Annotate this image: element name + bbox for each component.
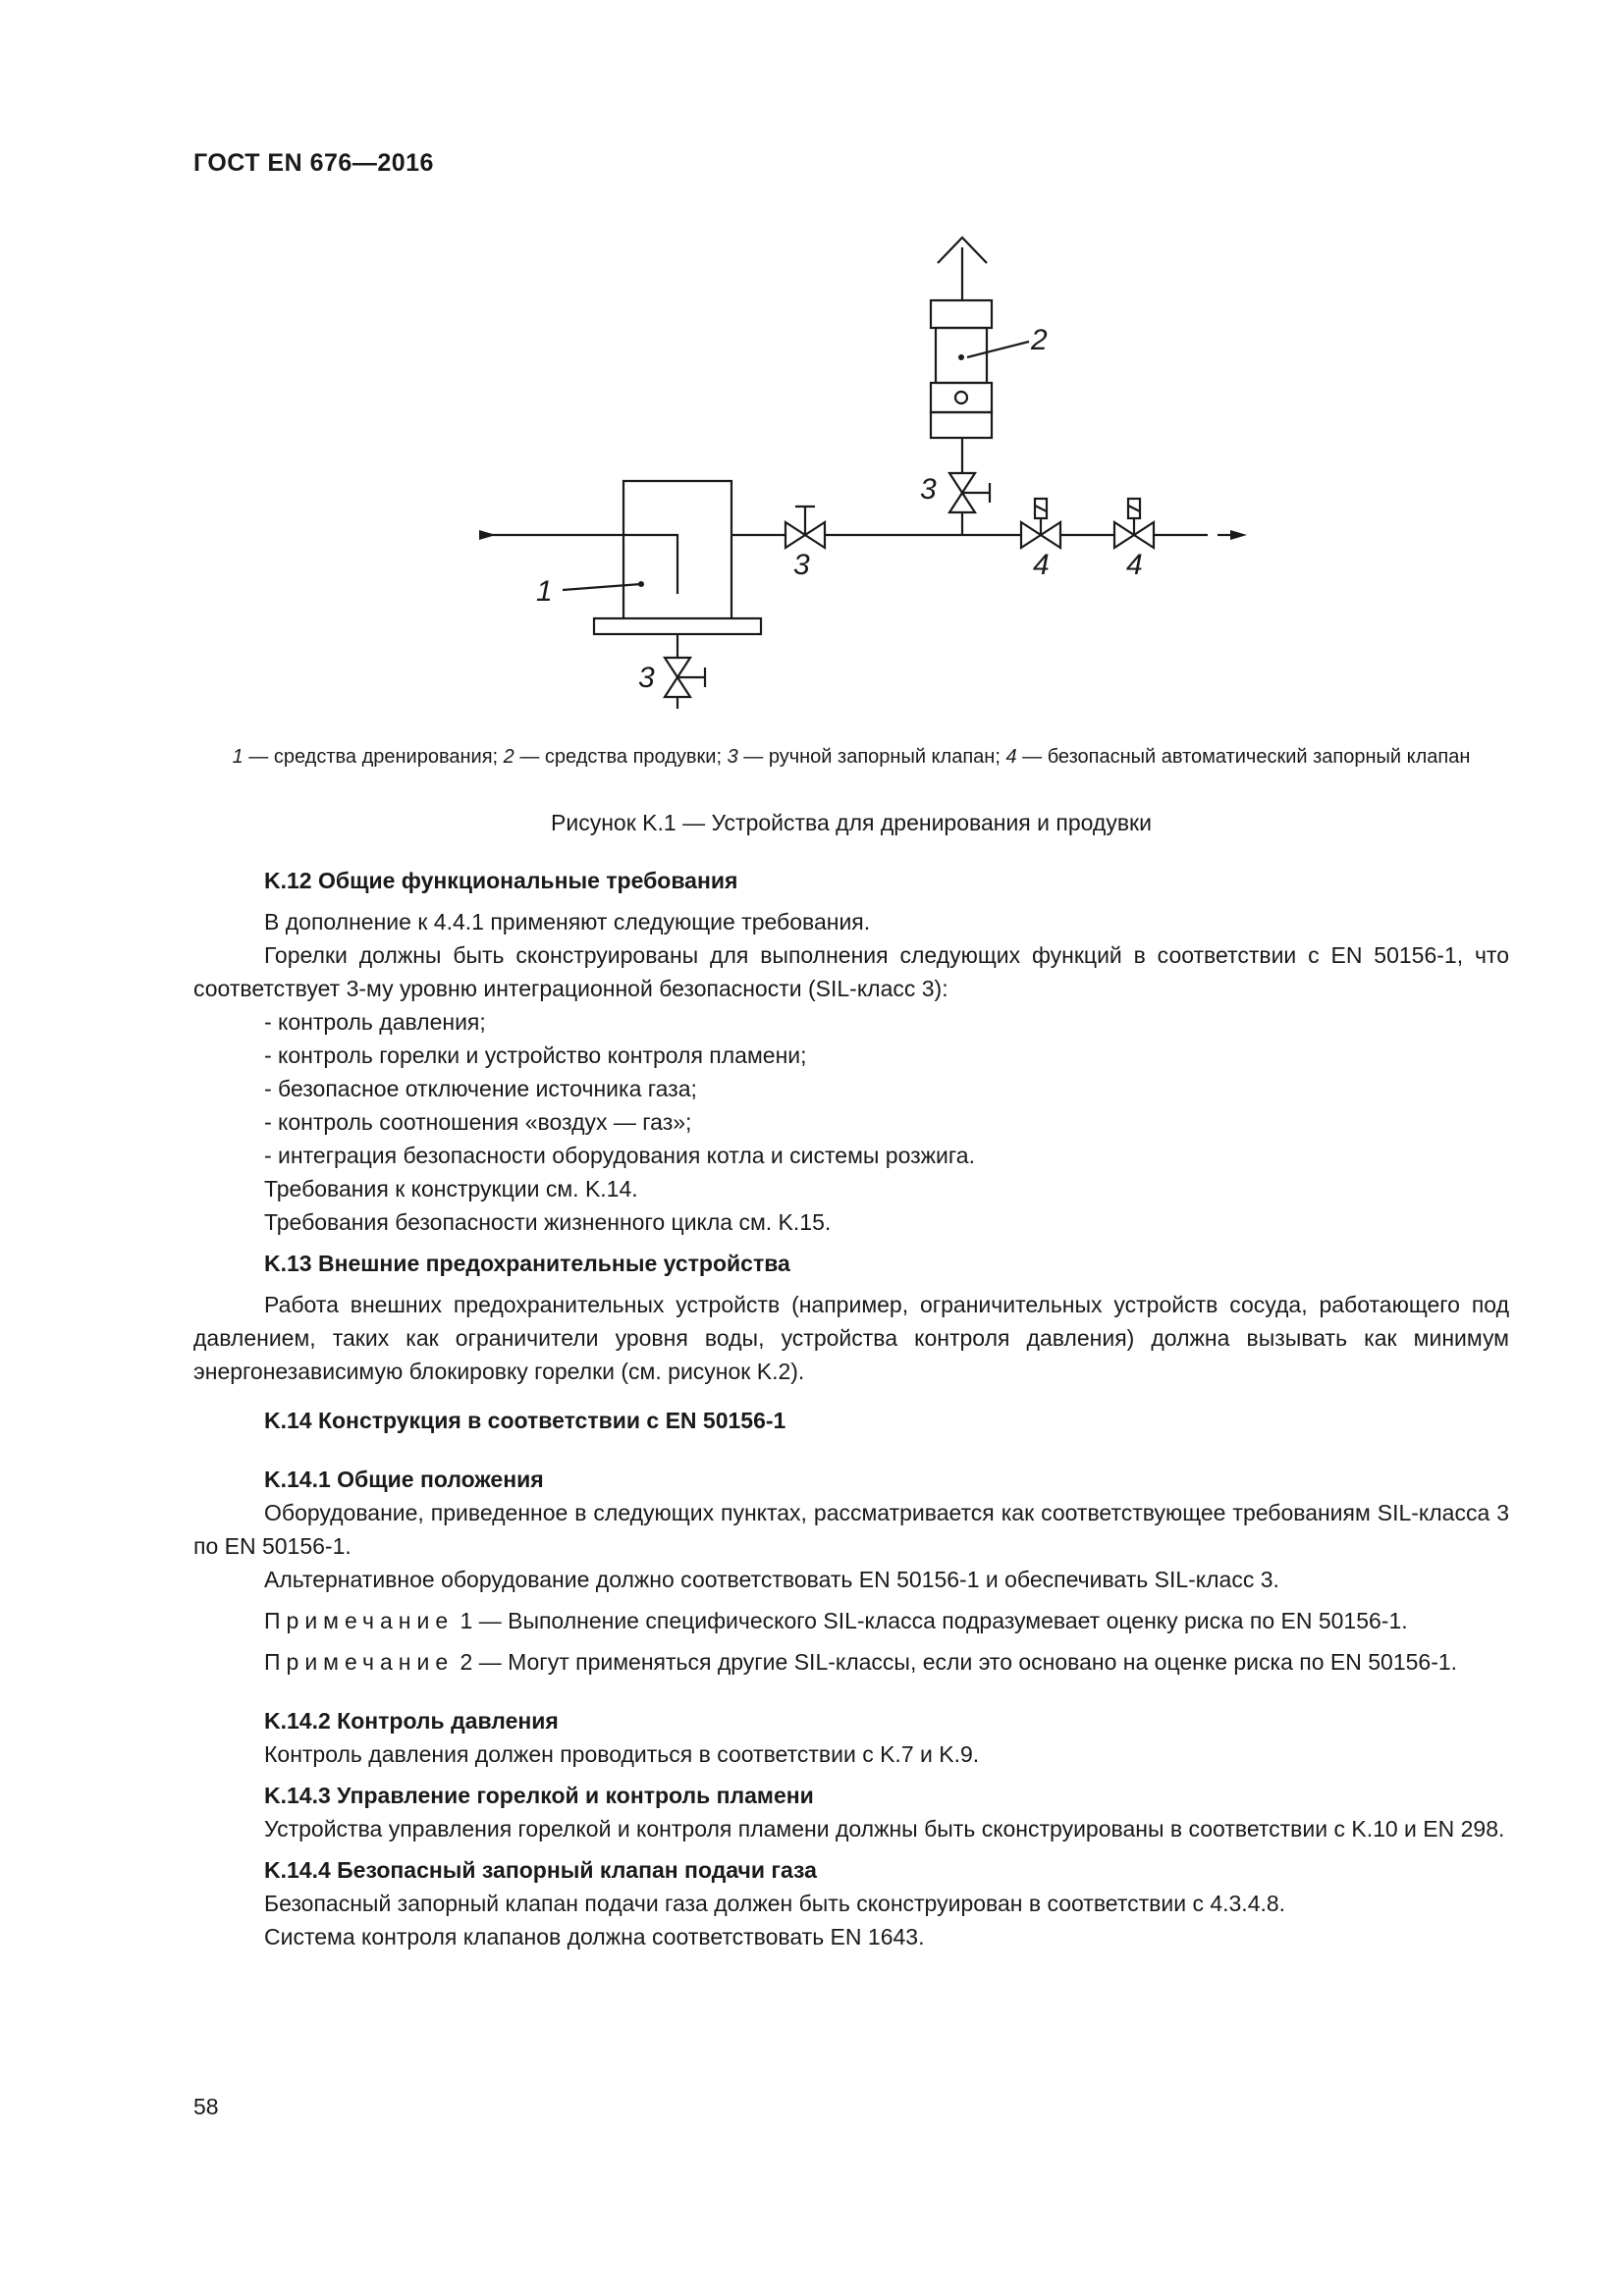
legend-num: 3 (727, 746, 738, 768)
section-heading: K.12 Общие функциональные требования (264, 868, 738, 893)
paragraph: Требования безопасности жизненного цикла см. K.15. (264, 1209, 832, 1235)
document-header: ГОСТ EN 676—2016 (193, 149, 434, 177)
legend-text: — средства продувки; (519, 746, 723, 768)
list-item: - интеграция безопасности оборудования котла и системы розжига. (264, 1143, 975, 1168)
label-auto-valve-1: 4 (1033, 549, 1050, 581)
legend-text: — ручной запорный клапан; (743, 746, 1001, 768)
legend-num: 2 (503, 746, 514, 768)
label-manual-valve-main: 3 (793, 549, 810, 581)
document-body (193, 864, 1509, 1953)
paragraph: Система контроля клапанов должна соответствовать EN 1643. (264, 1924, 925, 1949)
note-text: 1 — Выполнение специфического SIL-класса подразумевает оценку риска по EN 50156-1. (454, 1608, 1408, 1633)
paragraph: В дополнение к 4.4.1 применяют следующие требования. (264, 909, 871, 934)
section-heading: K.14.3 Управление горелкой и контроль пламени (264, 1783, 814, 1808)
label-manual-valve-drain: 3 (638, 662, 655, 694)
section-heading: K.14.4 Безопасный запорный клапан подачи газа (264, 1857, 817, 1883)
page-number: 58 (193, 2094, 219, 2119)
legend-num: 4 (1005, 746, 1017, 768)
section-heading: K.13 Внешние предохранительные устройства (264, 1251, 790, 1276)
list-item: - контроль давления; (264, 1009, 486, 1035)
legend-text: — безопасный автоматический запорный клапан (1022, 746, 1471, 768)
note-2 (193, 1645, 1509, 1679)
list-item: - безопасное отключение источника газа; (264, 1076, 697, 1101)
label-purge: 2 (1031, 324, 1048, 356)
label-drain: 1 (536, 575, 553, 608)
section-heading: K.14 Конструкция в соответствии с EN 50156-1 (264, 1408, 786, 1433)
note-word: Примечание (264, 1608, 455, 1633)
paragraph: Горелки должны быть сконструированы для выполнения следующих функций в соответствии с EN 50156-1, что соответствует 3-му уровню интеграционной безопасности (SIL-класс 3): (193, 942, 1509, 1001)
legend-num: 1 (232, 746, 244, 768)
section-heading: K.14.2 Контроль давления (264, 1708, 559, 1734)
paragraph: Альтернативное оборудование должно соответствовать EN 50156-1 и обеспечивать SIL-класс 3. (264, 1567, 1279, 1592)
paragraph: Устройства управления горелкой и контроля пламени должны быть сконструированы в соответствии с K.10 и EN 298. (264, 1816, 1505, 1842)
paragraph: Безопасный запорный клапан подачи газа должен быть сконструирован в соответствии с 4.3.4.8. (264, 1891, 1286, 1916)
paragraph: Работа внешних предохранительных устройств (например, ограничительных устройств сосуда, работающего под давлением, таких как ограничители уровня воды, устройства контроля давления) должна вызывать как минимум энергонезависимую блокировку горелки (см. рисунок K.2). (193, 1292, 1509, 1384)
list-item: - контроль горелки и устройство контроля пламени; (264, 1042, 807, 1068)
label-auto-valve-2: 4 (1126, 549, 1143, 581)
section-heading: K.14.1 Общие положения (264, 1467, 544, 1492)
figure-caption: Рисунок K.1 — Устройства для дренирования и продувки (551, 810, 1152, 835)
note-text: 2 — Могут применяться другие SIL-классы, если это основано на оценке риска по EN 50156-1. (454, 1649, 1458, 1675)
paragraph: Оборудование, приведенное в следующих пунктах, рассматривается как соответствующее требованиям SIL-класса 3 по EN 50156-1. (193, 1500, 1509, 1559)
note-1 (193, 1604, 1509, 1637)
label-manual-valve-purge: 3 (920, 473, 937, 506)
paragraph: Контроль давления должен проводиться в соответствии с K.7 и K.9. (264, 1741, 980, 1767)
note-word: Примечание (264, 1649, 455, 1675)
legend-text: — средства дренирования; (248, 746, 499, 768)
figure-k1-diagram (0, 0, 1624, 746)
paragraph: Требования к конструкции см. K.14. (264, 1176, 638, 1201)
list-item: - контроль соотношения «воздух — газ»; (264, 1109, 692, 1135)
figure-legend (193, 744, 1509, 770)
